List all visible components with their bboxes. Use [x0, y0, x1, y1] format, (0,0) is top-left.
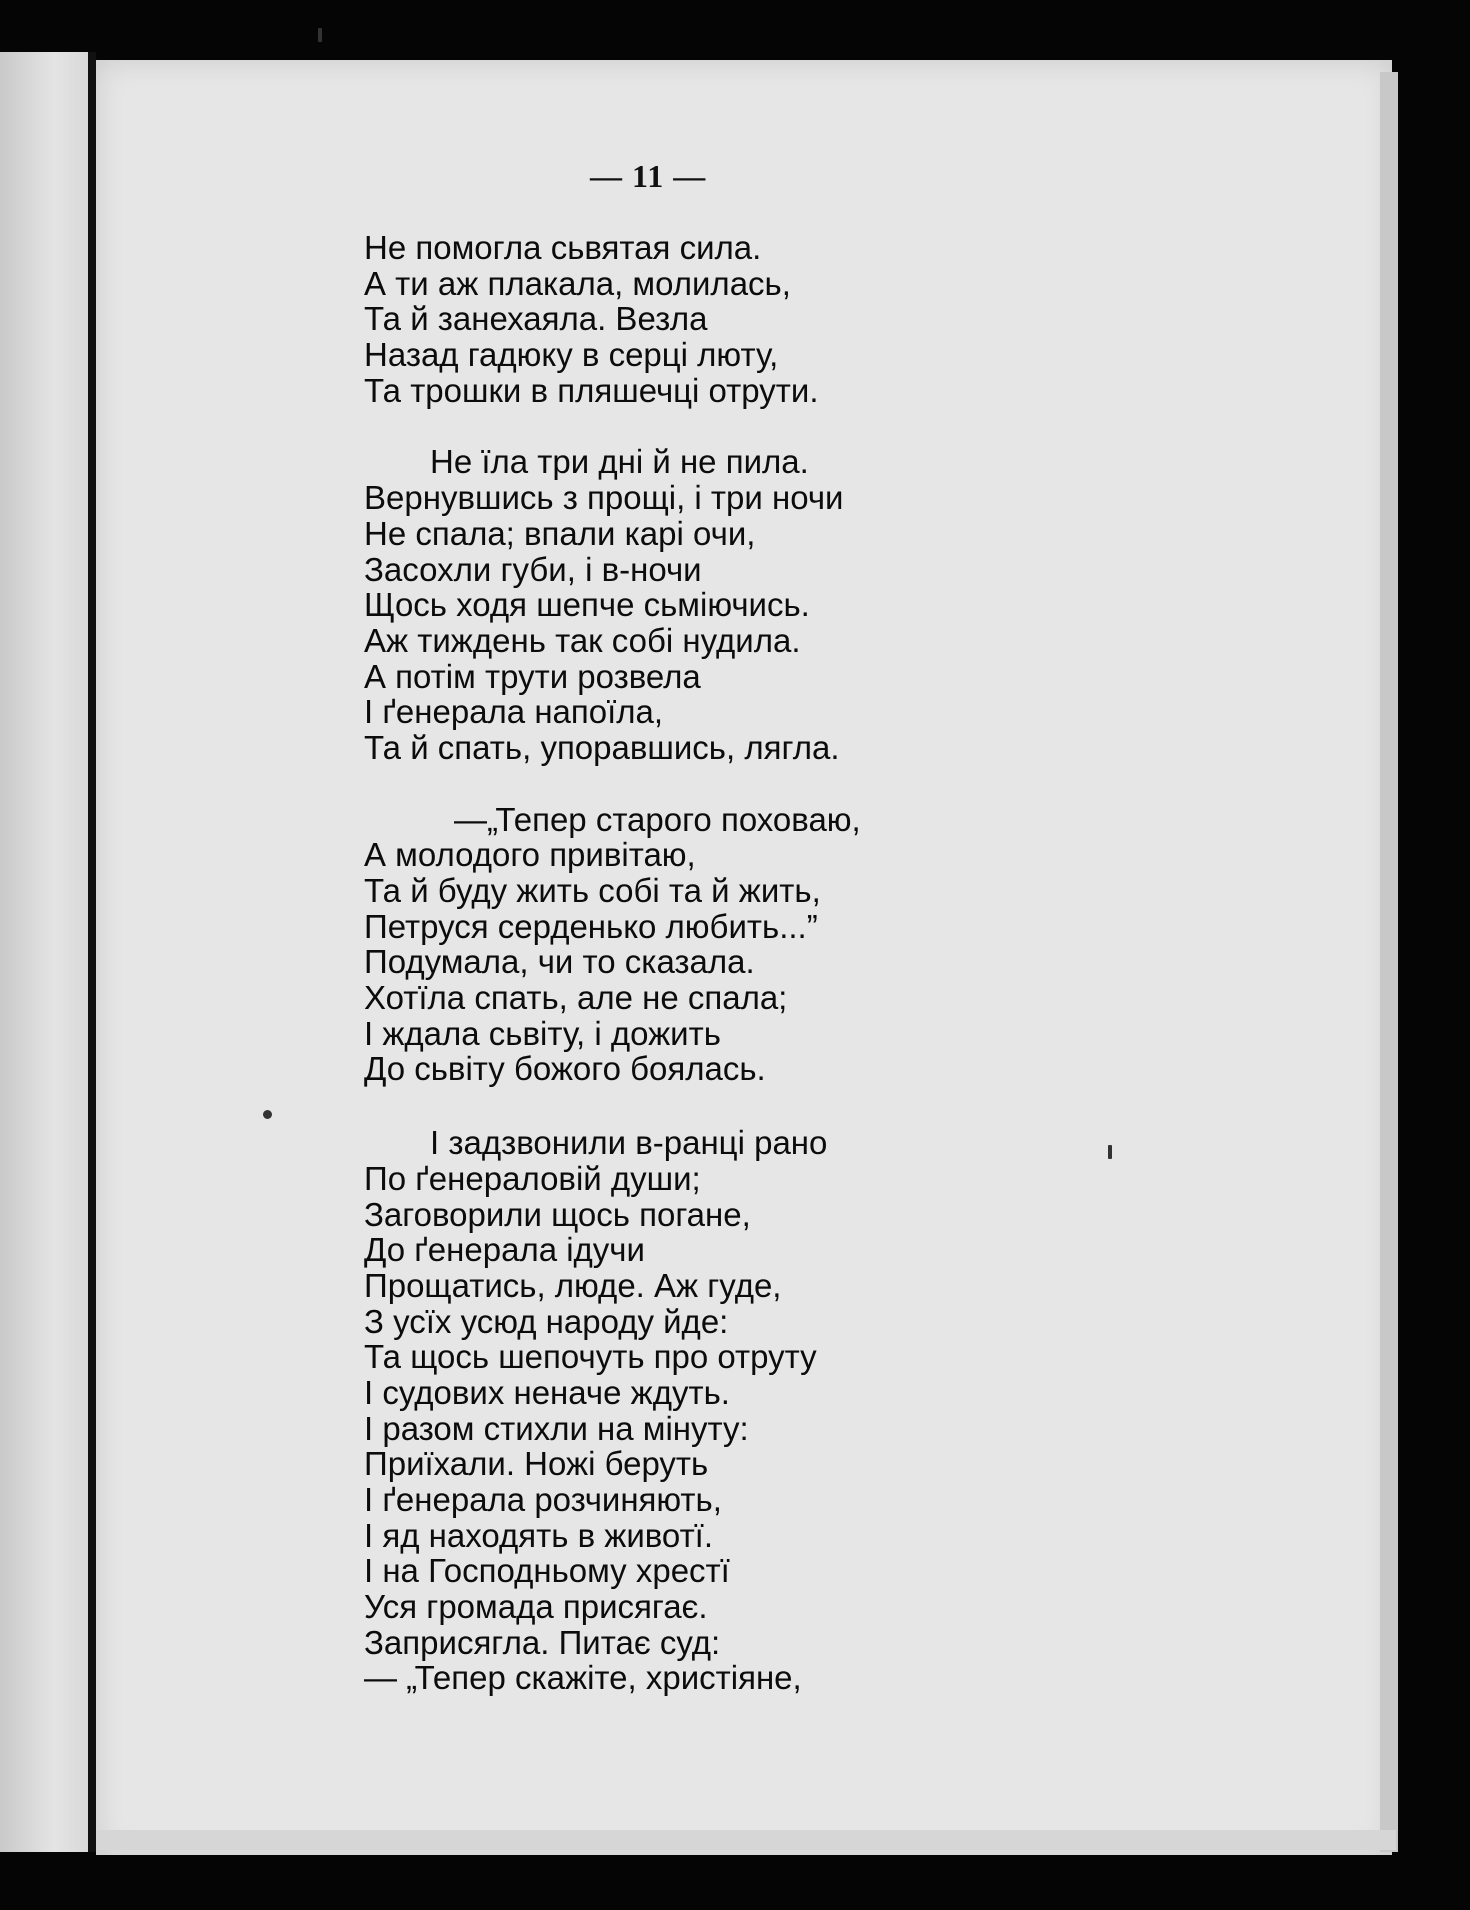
poem-line: — „Тепер скажіте, христіяне,	[364, 1659, 802, 1697]
poem-line: А потім трути розвела	[364, 657, 701, 695]
stanza-2	[364, 444, 1264, 765]
poem-line: І ґенерала напоїла,	[364, 693, 664, 731]
poem-line: Подумала, чи то сказала.	[364, 943, 755, 981]
poem-line: І разом стихли на мінуту:	[364, 1409, 749, 1447]
poem-line: —„Тепер старого поховаю,	[454, 800, 861, 838]
poem-line: До ґенерала ідучи	[364, 1231, 645, 1269]
poem-line: Заприсягла. Питає суд:	[364, 1623, 721, 1661]
poem-line: Вернувшись з прощі, і три ночи	[364, 479, 844, 517]
poem-line: Уся громада присягає.	[364, 1588, 708, 1626]
page-number: — 11 —	[590, 158, 707, 194]
poem-line: А молодого привітаю,	[364, 836, 696, 874]
poem-line: І судових неначе ждуть.	[364, 1373, 730, 1411]
left-page-margin	[0, 52, 90, 1852]
poem-line: І на Господньому хрестї	[364, 1552, 730, 1590]
poem-line: Щось ходя шепче сьміючись.	[364, 586, 810, 624]
poem-line: Не їла три дні й не пила.	[430, 443, 809, 481]
poem-line: Та щось шепочуть про отруту	[364, 1338, 817, 1376]
page-gutter	[88, 52, 96, 1852]
stanza-1	[364, 230, 1264, 408]
poem-line: Та трошки в пляшечці отрути.	[364, 371, 819, 409]
poem-line: Та й спать, упоравшись, лягла.	[364, 728, 840, 766]
stanza-4	[364, 1125, 1264, 1696]
page-edge-right	[1380, 72, 1398, 1852]
poem-line: Заговорили щось погане,	[364, 1195, 751, 1233]
poem-line: Прощатись, люде. Аж гуде,	[364, 1266, 782, 1304]
poem-line: Не помогла сьвятая сила.	[364, 229, 762, 266]
scan-speck	[318, 28, 322, 42]
poem-line: І ґенерала розчиняють,	[364, 1481, 722, 1518]
poem-line: Аж тиждень так собі нудила.	[364, 621, 801, 659]
poem-line: Приїхали. Ножі беруть	[364, 1445, 709, 1483]
poem-line: Та й занехаяла. Везла	[364, 300, 708, 338]
poem-line: Назад гадюку в серці люту,	[364, 336, 779, 374]
poem-line: Та й буду жить собі та й жить,	[364, 872, 821, 909]
poem-line: Не спала; впали карі очи,	[364, 514, 756, 552]
poem-line: Засохли губи, і в-ночи	[364, 550, 702, 588]
poem-line: Хотїла спать, але не спала;	[364, 979, 788, 1017]
page-edge-bottom	[96, 1830, 1396, 1850]
poem-line: І яд находять в животї.	[364, 1516, 714, 1554]
scan-speck	[263, 1110, 272, 1119]
poem-line: І ждала сьвіту, і дожить	[364, 1014, 721, 1052]
poem-line: По ґенераловій души;	[364, 1159, 701, 1197]
poem-line: Петруся серденько любить...”	[364, 907, 818, 945]
poem-line: До сьвіту божого боялась.	[364, 1050, 766, 1088]
scan-speck	[1108, 1145, 1112, 1159]
poem-line: А ти аж плакала, молилась,	[364, 264, 791, 302]
poem-line: І задзвонили в-ранці рано	[430, 1124, 828, 1162]
stanza-3	[364, 802, 1264, 1088]
poem-line: З усїх усюд народу йде:	[364, 1302, 729, 1340]
poem-text	[364, 230, 1264, 1696]
